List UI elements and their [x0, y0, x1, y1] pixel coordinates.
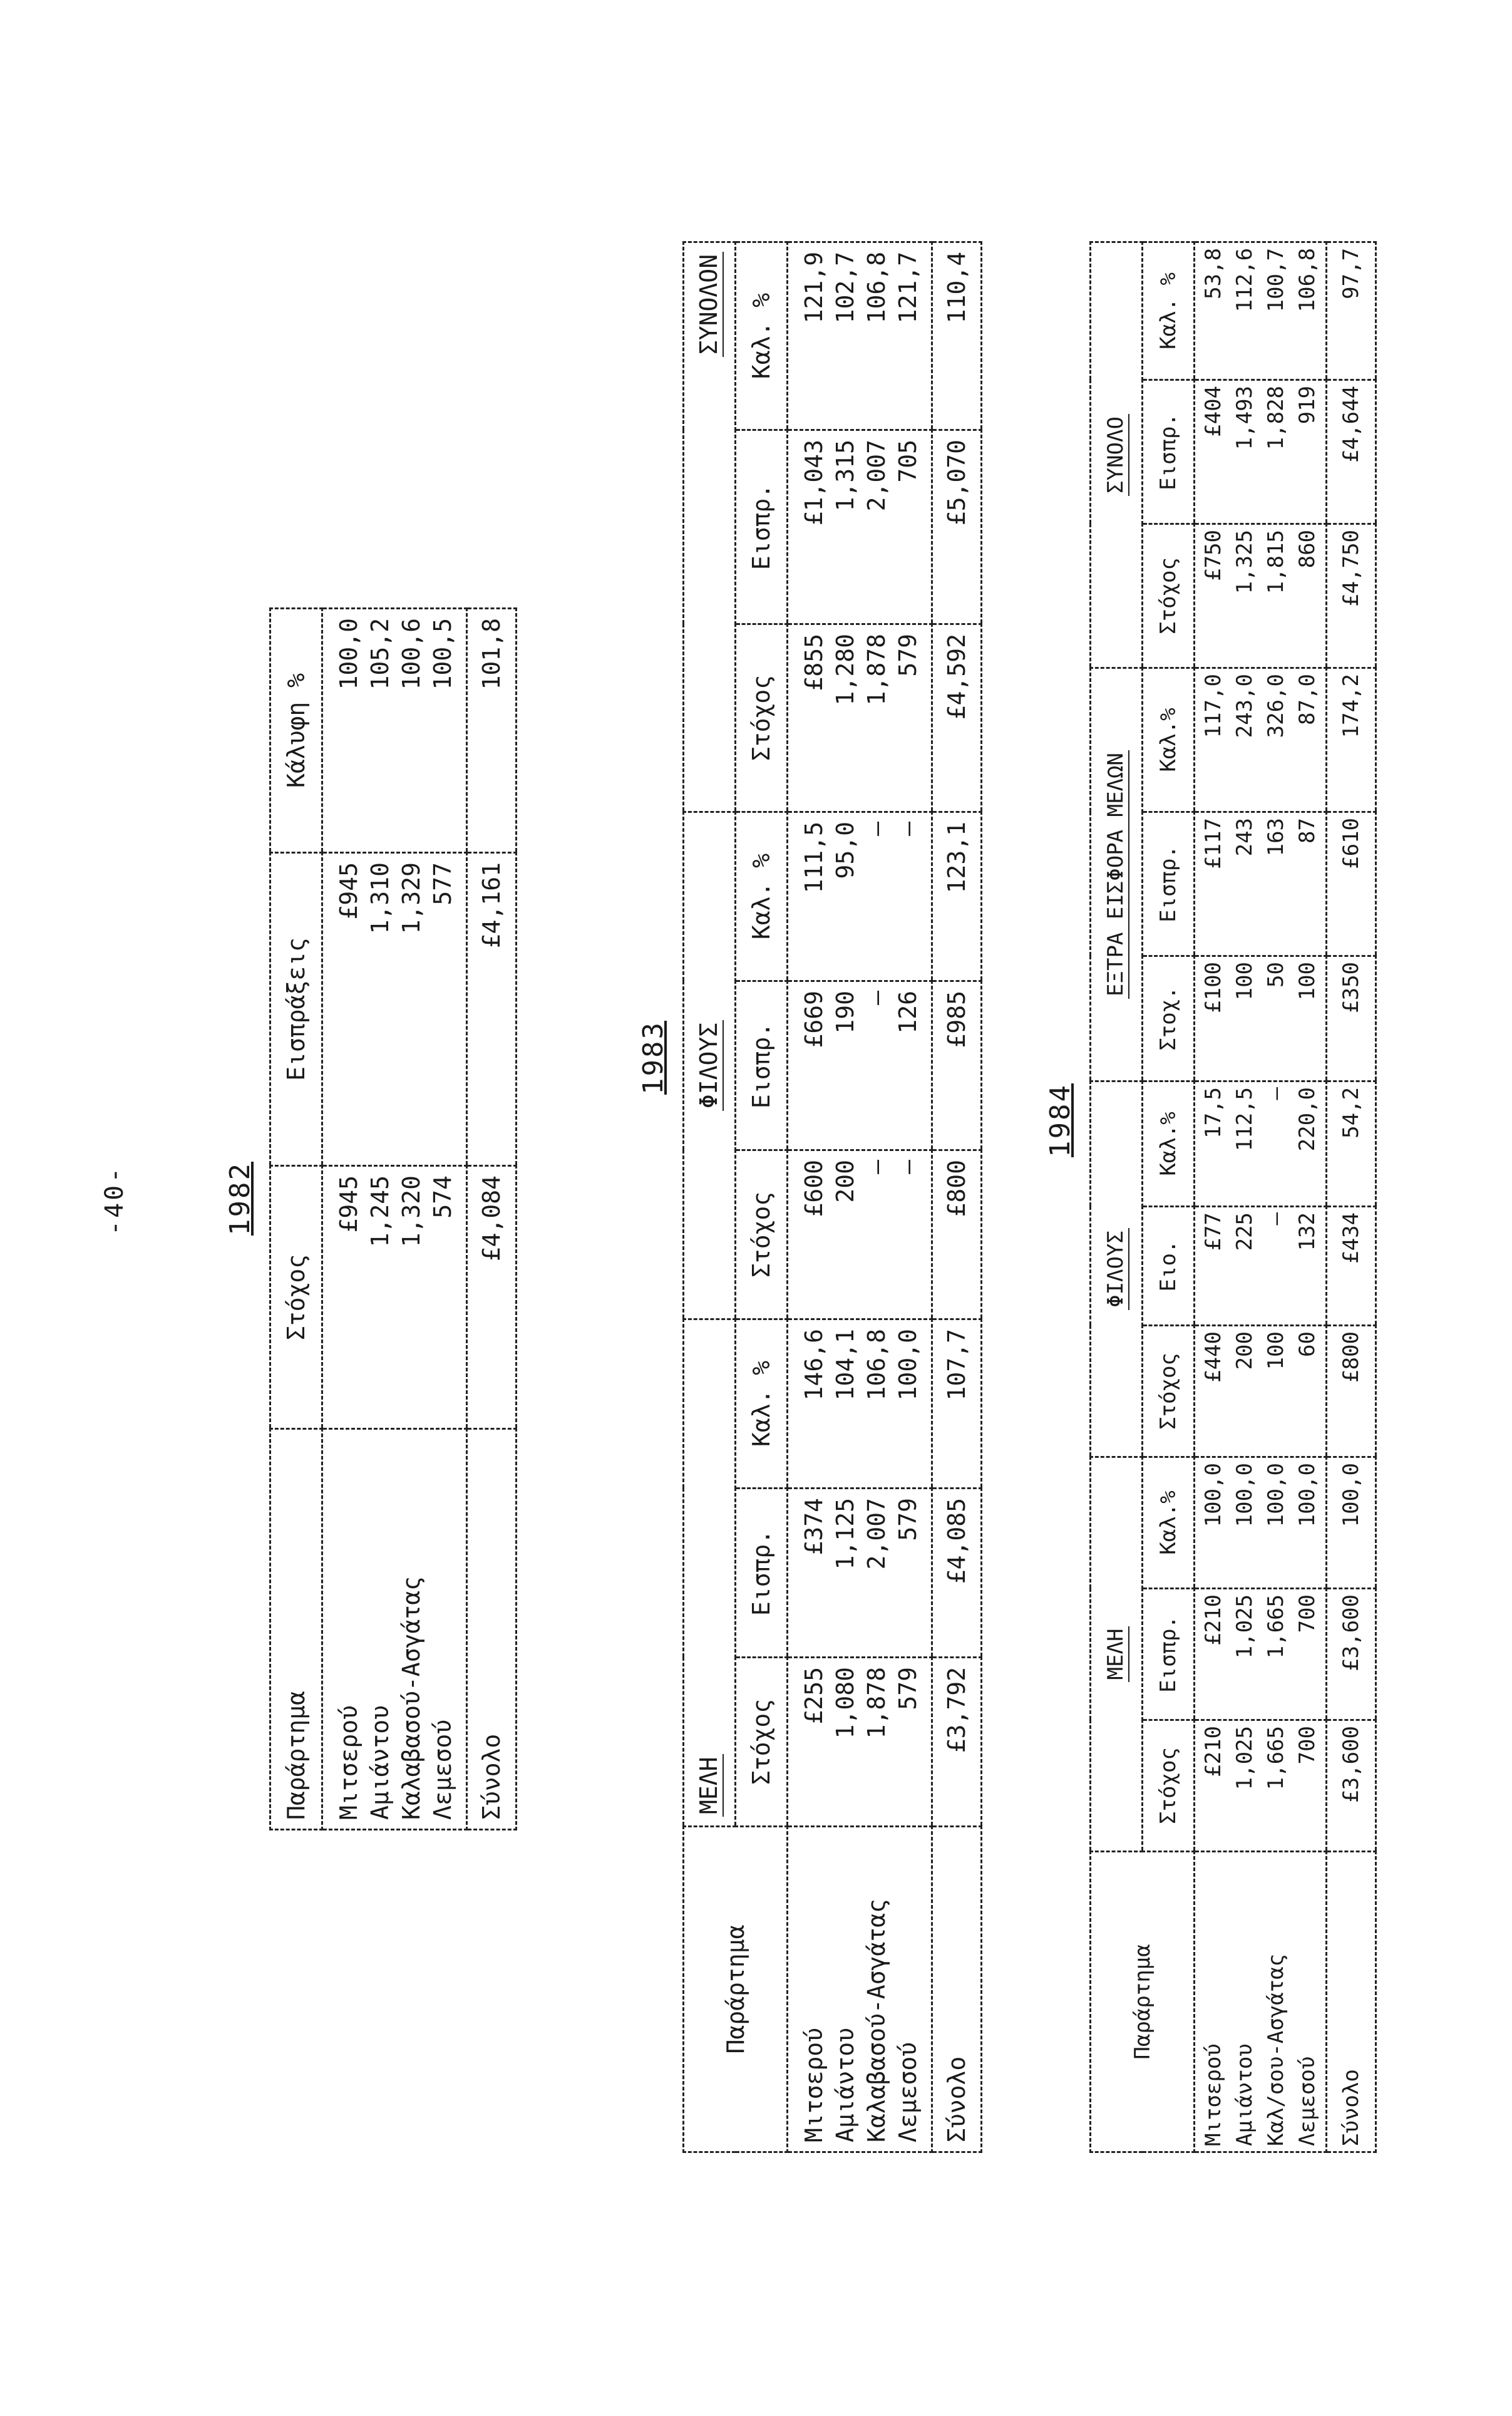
column-header: Παράρτημα	[1091, 1852, 1195, 2152]
cell-value: 2,007	[863, 439, 890, 512]
cell-value: 87,0	[1295, 673, 1320, 725]
cell-value: —	[894, 821, 922, 836]
cell-value: 163	[1263, 817, 1288, 857]
cell-value: £77	[1201, 1212, 1226, 1251]
total-target: £4,084	[467, 1166, 517, 1429]
cell-value: 2,007	[863, 1498, 890, 1570]
group-header	[684, 812, 736, 1319]
receipts-value: 1,329	[398, 862, 425, 934]
cell-value: £750	[1201, 529, 1226, 581]
cell-value: 579	[894, 1498, 922, 1541]
total-value: 123,1	[932, 812, 982, 981]
branch-name: Καλαβασού-Ασγάτας	[398, 1576, 425, 1820]
total-label: Σύνολο	[1327, 1852, 1376, 2152]
total-value: 97,7	[1327, 242, 1376, 379]
total-value: £800	[1327, 1326, 1376, 1457]
cell-value: 1,878	[863, 1667, 890, 1739]
receipts-value: 1,310	[366, 862, 394, 934]
total-value: £3,600	[1327, 1589, 1376, 1720]
total-row	[1327, 242, 1376, 2152]
column-header: Στόχος	[1143, 524, 1195, 668]
group-header-label: ΜΕΛΗ	[695, 1754, 724, 1817]
table-1984	[1089, 241, 1377, 2153]
total-row	[932, 242, 982, 2152]
column-header: Εισπρ.	[1143, 1589, 1195, 1720]
column-header: Στοχ.	[1143, 956, 1195, 1081]
target-value: 574	[429, 1175, 456, 1219]
branch-name: Μιτσερού	[1201, 2043, 1226, 2146]
section-1983	[637, 241, 982, 2153]
column-header: Κάλυφη %	[270, 609, 322, 853]
branch-name: Λεμεσού	[429, 1719, 456, 1820]
group-header-row	[684, 242, 736, 2152]
cell-value: 100,7	[1263, 247, 1288, 312]
cell-value: 1,815	[1263, 529, 1288, 594]
total-coverage: 101,8	[467, 609, 517, 853]
total-value: £3,600	[1327, 1720, 1376, 1852]
cell-value: 53,8	[1201, 247, 1226, 299]
cell-value: 95,0	[831, 821, 859, 879]
cell-value: 860	[1295, 529, 1320, 569]
cell-value: £600	[800, 1159, 828, 1217]
column-header: Καλ. %	[736, 1319, 788, 1488]
target-value: 1,245	[366, 1175, 394, 1247]
cell-value: 106,8	[863, 1328, 890, 1401]
cell-value: 100	[1232, 961, 1257, 1001]
cell-value: —	[863, 821, 890, 836]
column-header: Καλ. %	[1143, 242, 1195, 379]
total-value: 107,7	[932, 1319, 982, 1488]
column-header: Στόχος	[270, 1166, 322, 1429]
cell-value: £855	[800, 633, 828, 691]
cell-value: 112,6	[1232, 247, 1257, 312]
year-heading-1983: 1983	[637, 1021, 669, 1095]
total-value: £800	[932, 1150, 982, 1319]
cell-value: 243,0	[1232, 673, 1257, 738]
target-value: 1,320	[398, 1175, 425, 1247]
value-cell	[1195, 956, 1327, 1081]
branch-name: Αμιάντου	[366, 1705, 394, 1820]
total-value: 100,0	[1327, 1457, 1376, 1589]
cell-value: —	[1263, 1087, 1288, 1100]
cell-value: 200	[1232, 1331, 1257, 1370]
receipts-cell	[322, 853, 467, 1166]
column-header: Εισπρ.	[1143, 812, 1195, 956]
cell-value: 100,0	[1232, 1463, 1257, 1527]
column-header: Καλ.%	[1143, 1081, 1195, 1206]
group-header-row	[1091, 242, 1143, 2152]
cell-value: 919	[1295, 385, 1320, 425]
branch-name: Μιτσερού	[335, 1705, 363, 1820]
cell-value: £100	[1201, 961, 1226, 1013]
cell-value: 190	[831, 990, 859, 1034]
value-cell	[788, 1150, 932, 1319]
value-cell	[788, 624, 932, 812]
total-value: £985	[932, 981, 982, 1150]
total-value: £434	[1327, 1207, 1376, 1326]
total-value: £4,750	[1327, 524, 1376, 668]
value-cell	[788, 1319, 932, 1488]
cell-value: —	[894, 1159, 922, 1174]
cell-value: 225	[1232, 1212, 1257, 1251]
cell-value: 1,280	[831, 633, 859, 706]
branch-name: Καλαβασού-Ασγάτας	[863, 1899, 890, 2142]
total-value: £5,070	[932, 430, 982, 624]
table-row	[788, 242, 932, 2152]
group-header	[684, 242, 736, 812]
group-header-label: ΣΥΝΟΛΟ	[1103, 414, 1129, 496]
cell-value: —	[1263, 1212, 1288, 1226]
cell-value: £117	[1201, 817, 1226, 869]
target-value: £945	[335, 1175, 363, 1233]
value-cell	[788, 430, 932, 624]
total-receipts: £4,161	[467, 853, 517, 1166]
group-header	[1091, 1081, 1143, 1457]
cell-value: 132	[1295, 1212, 1320, 1251]
cell-value: 1,878	[863, 633, 890, 706]
total-value: £350	[1327, 956, 1376, 1081]
page-number: -40-	[100, 1165, 129, 1236]
value-cell	[1195, 242, 1327, 379]
cell-value: 17,5	[1201, 1087, 1226, 1138]
cell-value: 1,025	[1232, 1726, 1257, 1790]
coverage-value: 100,5	[429, 618, 456, 690]
cell-value: 111,5	[800, 821, 828, 894]
branch-cell	[322, 1429, 467, 1830]
cell-value: 100	[1263, 1331, 1288, 1370]
cell-value: 1,080	[831, 1667, 859, 1739]
cell-value: 87	[1295, 817, 1320, 844]
cell-value: 146,6	[800, 1328, 828, 1401]
branch-name: Μιτσερού	[800, 2027, 828, 2142]
total-value: £610	[1327, 812, 1376, 956]
cell-value: 326,0	[1263, 673, 1288, 738]
column-header: Καλ.%	[1143, 1457, 1195, 1589]
branch-name: Λεμεσού	[1295, 2056, 1320, 2146]
column-header: Παράρτημα	[270, 1429, 322, 1830]
group-header	[1091, 668, 1143, 1081]
cell-value: 121,7	[894, 251, 922, 324]
cell-value: 579	[894, 633, 922, 677]
total-value: 174,2	[1327, 668, 1376, 812]
group-header-label: ΦΙΛΟΥΣ	[695, 1020, 724, 1111]
value-cell	[788, 242, 932, 430]
value-cell	[788, 981, 932, 1150]
cell-value: 1,493	[1232, 385, 1257, 450]
column-header: Εισπρ.	[736, 1489, 788, 1658]
cell-value: 700	[1295, 1726, 1320, 1765]
column-header: Ειο.	[1143, 1207, 1195, 1326]
cell-value: 200	[831, 1159, 859, 1203]
column-header: Εισπράξεις	[270, 853, 322, 1166]
group-header	[684, 1319, 736, 1826]
cell-value: 1,025	[1232, 1594, 1257, 1659]
coverage-value: 100,0	[335, 618, 363, 690]
table-row	[1195, 242, 1327, 2152]
section-1982	[224, 607, 517, 1830]
cell-value: 100,0	[1263, 1463, 1288, 1527]
total-value: 54,2	[1327, 1081, 1376, 1206]
cell-value: 100,0	[894, 1328, 922, 1401]
cell-value: 1,125	[831, 1498, 859, 1570]
target-cell	[322, 1166, 467, 1429]
value-cell	[1195, 1081, 1327, 1206]
branch-cell	[788, 1827, 932, 2152]
receipts-value: £945	[335, 862, 363, 920]
branch-name: Αμιάντου	[831, 2027, 859, 2142]
coverage-value: 105,2	[366, 618, 394, 690]
cell-value: £440	[1201, 1331, 1226, 1383]
column-header: Στόχος	[736, 1658, 788, 1827]
column-header: Καλ. %	[736, 812, 788, 981]
group-header	[1091, 242, 1143, 668]
cell-value: 1,325	[1232, 529, 1257, 594]
branch-cell	[1195, 1852, 1327, 2152]
group-header-label: ΣΥΝΟΛΟΝ	[695, 252, 724, 357]
cell-value: 1,315	[831, 439, 859, 512]
section-1984	[1044, 241, 1377, 2153]
receipts-value: 577	[429, 862, 456, 906]
year-heading-1984: 1984	[1044, 1083, 1076, 1157]
cell-value: £669	[800, 990, 828, 1048]
value-cell	[1195, 1207, 1327, 1326]
value-cell	[1195, 1589, 1327, 1720]
group-header-label: ΦΙΛΟΥΣ	[1103, 1228, 1129, 1310]
cell-value: 243	[1232, 817, 1257, 857]
branch-name: Καλ/σου-Ασγάτας	[1263, 1953, 1288, 2146]
table-1983	[682, 241, 982, 2153]
cell-value: 126	[894, 990, 922, 1034]
header-row	[270, 609, 322, 1830]
value-cell	[788, 1658, 932, 1827]
total-value: £4,085	[932, 1489, 982, 1658]
table-1982	[269, 607, 517, 1830]
cell-value: 106,8	[1295, 247, 1320, 312]
cell-value: 705	[894, 439, 922, 483]
value-cell	[788, 1489, 932, 1658]
column-header: Εισπρ.	[736, 981, 788, 1150]
total-value: £4,592	[932, 624, 982, 812]
column-header: Εισπρ.	[736, 430, 788, 624]
cell-value: £1,043	[800, 439, 828, 526]
total-value: 110,4	[932, 242, 982, 430]
column-header: Στόχος	[736, 1150, 788, 1319]
branch-name: Λεμεσού	[894, 2042, 922, 2142]
cell-value: 112,5	[1232, 1087, 1257, 1152]
column-header: Καλ. %	[736, 242, 788, 430]
total-value: £3,792	[932, 1658, 982, 1827]
value-cell	[1195, 379, 1327, 524]
value-cell	[1195, 1720, 1327, 1852]
column-header: Στόχος	[1143, 1720, 1195, 1852]
cell-value: 60	[1295, 1331, 1320, 1357]
value-cell	[1195, 1457, 1327, 1589]
cell-value: £210	[1201, 1726, 1226, 1777]
group-header-label: ΕΞΤΡΑ ΕΙΣΦΟΡΑ ΜΕΛΩΝ	[1103, 750, 1129, 999]
cell-value: 102,7	[831, 251, 859, 324]
cell-value: 121,9	[800, 251, 828, 324]
value-cell	[1195, 1326, 1327, 1457]
cell-value: 1,665	[1263, 1594, 1288, 1659]
value-cell	[1195, 524, 1327, 668]
cell-value: 1,665	[1263, 1726, 1288, 1790]
cell-value: 220,0	[1295, 1087, 1320, 1152]
cell-value: 100,0	[1201, 1463, 1226, 1527]
value-cell	[788, 812, 932, 981]
cell-value: £255	[800, 1667, 828, 1725]
cell-value: 100,0	[1295, 1463, 1320, 1527]
cell-value: 700	[1295, 1594, 1320, 1633]
cell-value: 104,1	[831, 1328, 859, 1401]
branch-name: Αμιάντου	[1232, 2043, 1257, 2146]
group-header	[1091, 1457, 1143, 1852]
total-value: £4,644	[1327, 379, 1376, 524]
cell-value: 579	[894, 1667, 922, 1710]
total-label: Σύνολο	[932, 1827, 982, 2152]
table-row	[322, 609, 467, 1830]
column-header: Εισπρ.	[1143, 379, 1195, 524]
cell-value: 117,0	[1201, 673, 1226, 738]
cell-value: 50	[1263, 961, 1288, 988]
coverage-value: 100,6	[398, 618, 425, 690]
column-header: Καλ.%	[1143, 668, 1195, 812]
group-header-label: ΜΕΛΗ	[1103, 1626, 1129, 1683]
cell-value: £404	[1201, 385, 1226, 437]
column-header: Παράρτημα	[684, 1827, 788, 2152]
cell-value: —	[863, 1159, 890, 1174]
coverage-cell	[322, 609, 467, 853]
cell-value: —	[863, 990, 890, 1005]
column-header: Στόχος	[1143, 1326, 1195, 1457]
cell-value: £374	[800, 1498, 828, 1556]
year-heading-1982: 1982	[224, 1162, 256, 1236]
cell-value: £210	[1201, 1594, 1226, 1646]
cell-value: 106,8	[863, 251, 890, 324]
column-header: Στόχος	[736, 624, 788, 812]
cell-value: 1,828	[1263, 385, 1288, 450]
total-label: Σύνολο	[467, 1429, 517, 1830]
total-row	[467, 609, 517, 1830]
value-cell	[1195, 668, 1327, 812]
value-cell	[1195, 812, 1327, 956]
cell-value: 100	[1295, 961, 1320, 1001]
